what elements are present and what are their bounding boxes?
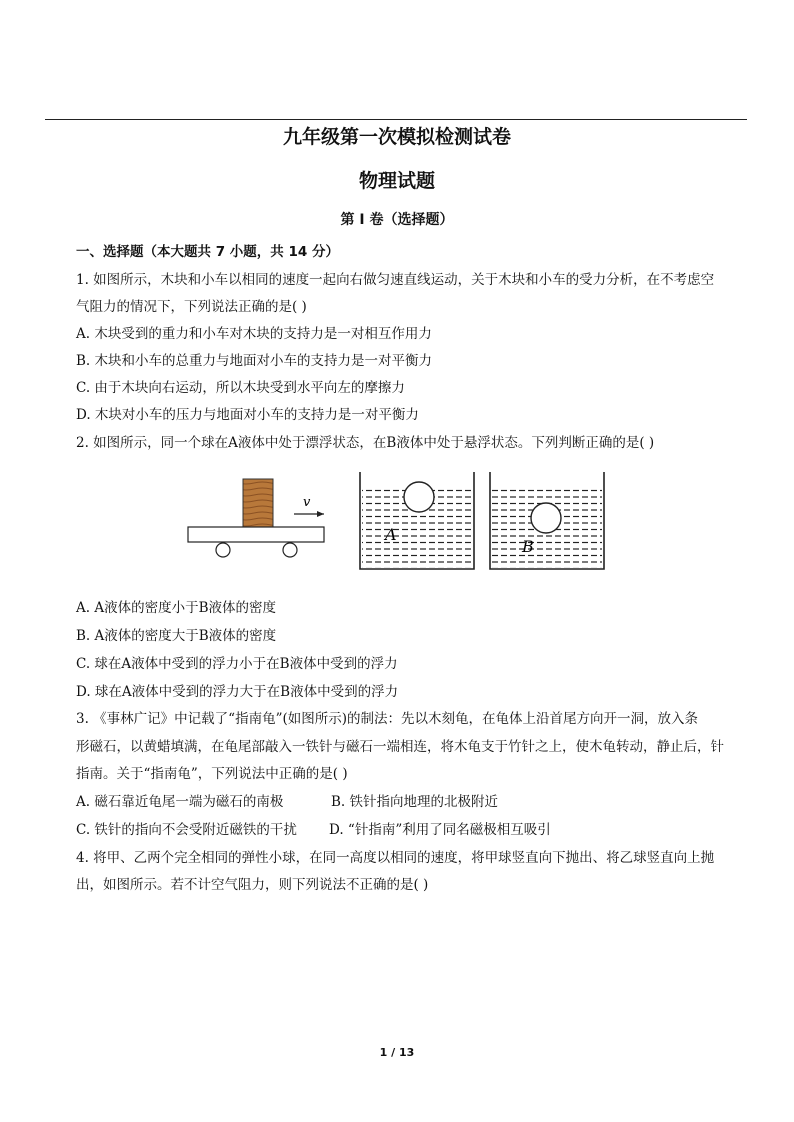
q3-stem-line3: 指南。关于“指南龟”，下列说法中正确的是( ) [76, 766, 348, 782]
velocity-arrowhead [317, 511, 324, 517]
q2-figure [186, 468, 606, 582]
ball-suspended [531, 503, 561, 533]
q1-stem-line2: 气阻力的情况下，下列说法正确的是( ) [76, 299, 307, 315]
q3-option-a: A. 磁石靠近龟尾一端为磁石的南极 [76, 794, 284, 810]
q3-option-d: D. “针指南”利用了同名磁极相互吸引 [329, 822, 551, 838]
container-a [360, 472, 474, 569]
liquid-a-label: A [385, 525, 397, 544]
cart-body [188, 527, 324, 542]
q2-option-d: D. 球在A液体中受到的浮力大于在B液体中受到的浮力 [76, 684, 399, 700]
exam-title: 九年级第一次模拟检测试卷 [282, 126, 511, 148]
ball-floating [404, 482, 434, 512]
q3-stem-line1: 3. 《事林广记》中记载了“指南龟”(如图所示)的制法：先以木刻龟，在龟体上沿首尾方向开一洞，放入条 [76, 711, 699, 727]
figure-svg [186, 468, 606, 578]
q3-option-b: B. 铁针指向地理的北极附近 [331, 794, 499, 810]
q1-option-c: C. 由于木块向右运动，所以木块受到水平向左的摩擦力 [76, 380, 405, 396]
q2-stem-line1: 2. 如图所示，同一个球在A液体中处于漂浮状态，在B液体中处于悬浮状态。下列判断正确的是( ) [76, 435, 655, 451]
container-b [490, 472, 604, 569]
q3-option-c: C. 铁针的指向不会受附近磁铁的干扰 [76, 822, 297, 838]
q2-option-b: B. A液体的密度大于B液体的密度 [76, 628, 277, 644]
q2-option-c: C. 球在A液体中受到的浮力小于在B液体中受到的浮力 [76, 656, 398, 672]
wooden-block [243, 479, 273, 527]
section-heading: 一、选择题（本大题共 7 小题，共 14 分） [76, 244, 339, 260]
q4-stem-line1: 4. 将甲、乙两个完全相同的弹性小球，在同一高度以相同的速度，将甲球竖直向下抛出、将乙球竖直向上抛 [76, 850, 715, 866]
velocity-label: v [303, 495, 311, 510]
q3-stem-line2: 形磁石，以黄蜡填满，在龟尾部敲入一铁针与磁石一端相连，将木龟支于竹针之上，使木龟转动，静止后，针 [76, 739, 724, 755]
q1-option-d: D. 木块对小车的压力与地面对小车的支持力是一对平衡力 [76, 407, 419, 423]
q1-option-a: A. 木块受到的重力和小车对木块的支持力是一对相互作用力 [76, 326, 432, 342]
cart-wheel-right [283, 543, 297, 557]
page-number: 1 / 13 [379, 1046, 415, 1059]
liquid-b-label: B [522, 537, 534, 556]
cart-wheel-left [216, 543, 230, 557]
q1-stem-line1: 1. 如图所示，木块和小车以相同的速度一起向右做匀速直线运动，关于木块和小车的受力分析，在不考虑空 [76, 272, 715, 288]
q1-option-b: B. 木块和小车的总重力与地面对小车的支持力是一对平衡力 [76, 353, 433, 369]
subject-title: 物理试题 [358, 170, 435, 192]
q4-stem-line2: 出，如图所示。若不计空气阻力，则下列说法不正确的是( ) [76, 877, 429, 893]
volume-title: 第 I 卷（选择题） [340, 212, 454, 228]
header-rule [45, 119, 747, 120]
q2-option-a: A. A液体的密度小于B液体的密度 [76, 600, 277, 616]
